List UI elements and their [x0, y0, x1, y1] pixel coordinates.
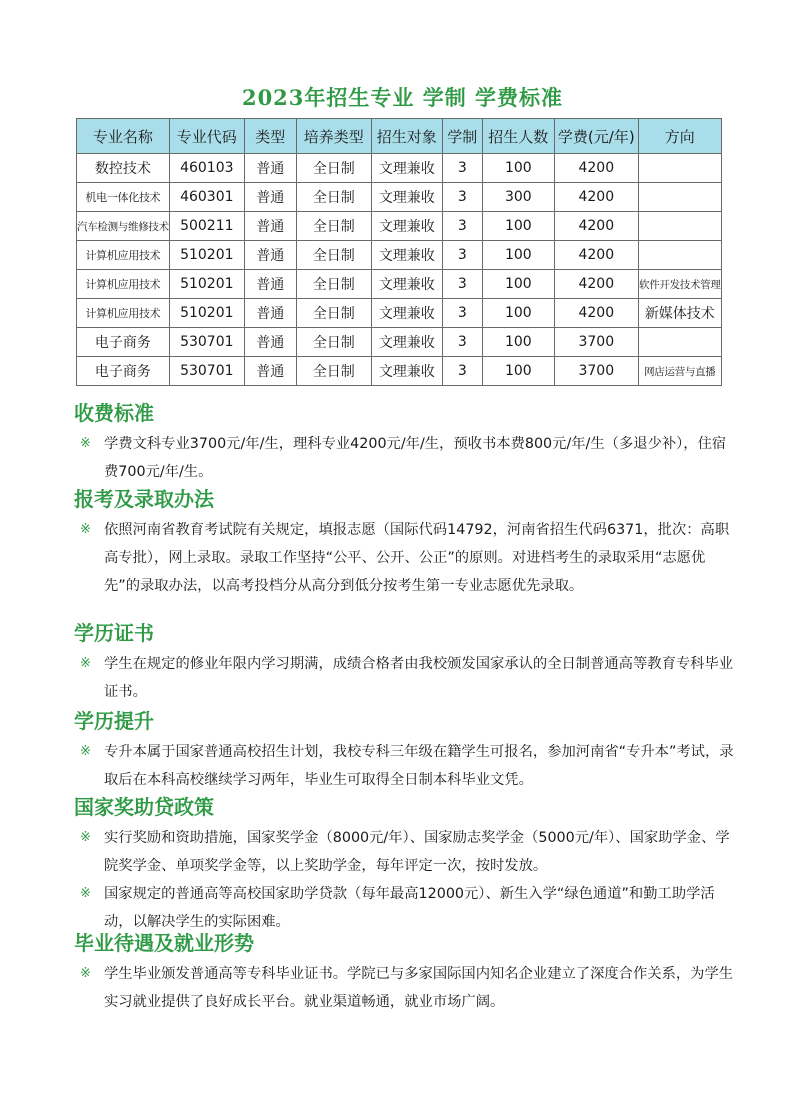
cell-major-name: 汽车检测与维修技术: [77, 212, 170, 241]
cell-direction: 软件开发技术管理: [638, 270, 721, 299]
header-type: 类型: [244, 119, 296, 154]
cell-major-name: 电子商务: [77, 328, 170, 357]
cell-target: 文理兼收: [371, 183, 442, 212]
cell-tuition: 4200: [554, 154, 638, 183]
cell-enrollment: 100: [482, 299, 554, 328]
bullet-item: [76, 738, 736, 794]
header-major-name: 专业名称: [77, 119, 170, 154]
cell-enrollment: 100: [482, 357, 554, 386]
cell-type: 普通: [244, 328, 296, 357]
cell-training-type: 全日制: [296, 212, 371, 241]
cell-tuition: 4200: [554, 270, 638, 299]
bullet-item: [76, 516, 736, 600]
bullet-item: [76, 430, 736, 486]
cell-enrollment: 100: [482, 154, 554, 183]
cell-training-type: 全日制: [296, 154, 371, 183]
reference-mark-icon: ※: [80, 744, 91, 759]
cell-duration: 3: [442, 357, 482, 386]
cell-enrollment: 300: [482, 183, 554, 212]
section-title: 学历证书: [74, 621, 154, 645]
header-target: 招生对象: [371, 119, 442, 154]
bullet-item: [76, 880, 736, 936]
cell-type: 普通: [244, 241, 296, 270]
bullet-text: 专升本属于国家普通高校招生计划，我校专科三年级在籍学生可报名，参加河南省“专升本”考试，录取后在本科高校继续学习两年，毕业生可取得全日制本科毕业文凭。: [104, 744, 734, 788]
cell-target: 文理兼收: [371, 299, 442, 328]
bullet-text: 实行奖励和资助措施，国家奖学金（8000元/年）、国家励志奖学金（5000元/年）、国家助学金、学院奖学金、单项奖学金等，以上奖助学金，每年评定一次，按时发放。: [104, 830, 730, 874]
bullet-item: [76, 960, 736, 1016]
cell-major-name: 机电一体化技术: [77, 183, 170, 212]
cell-target: 文理兼收: [371, 212, 442, 241]
cell-duration: 3: [442, 270, 482, 299]
reference-mark-icon: ※: [80, 656, 91, 671]
section-degree-upgrade: [76, 708, 736, 794]
cell-target: 文理兼收: [371, 154, 442, 183]
cell-training-type: 全日制: [296, 270, 371, 299]
cell-type: 普通: [244, 299, 296, 328]
reference-mark-icon: ※: [80, 830, 91, 845]
cell-target: 文理兼收: [371, 241, 442, 270]
reference-mark-icon: ※: [80, 436, 91, 451]
cell-direction: [638, 212, 721, 241]
cell-major-code: 530701: [169, 328, 244, 357]
cell-duration: 3: [442, 241, 482, 270]
bullet-item: [76, 650, 736, 706]
cell-major-code: 460103: [169, 154, 244, 183]
cell-direction: [638, 183, 721, 212]
cell-training-type: 全日制: [296, 357, 371, 386]
header-major-code: 专业代码: [169, 119, 244, 154]
cell-major-name: 电子商务: [77, 357, 170, 386]
section-admission: [76, 486, 736, 600]
cell-duration: 3: [442, 154, 482, 183]
cell-major-code: 510201: [169, 241, 244, 270]
cell-training-type: 全日制: [296, 241, 371, 270]
table-row: [77, 357, 722, 386]
bullet-item: [76, 824, 736, 880]
cell-training-type: 全日制: [296, 183, 371, 212]
cell-direction: 新媒体技术: [638, 299, 721, 328]
cell-type: 普通: [244, 270, 296, 299]
section-title: 报考及录取办法: [74, 487, 214, 511]
cell-major-code: 510201: [169, 270, 244, 299]
cell-enrollment: 100: [482, 270, 554, 299]
cell-duration: 3: [442, 328, 482, 357]
table-row: [77, 299, 722, 328]
table-row: [77, 328, 722, 357]
cell-tuition: 4200: [554, 299, 638, 328]
section-employment: [76, 930, 736, 1016]
table-row: [77, 212, 722, 241]
cell-type: 普通: [244, 357, 296, 386]
cell-type: 普通: [244, 212, 296, 241]
cell-tuition: 4200: [554, 212, 638, 241]
cell-tuition: 3700: [554, 357, 638, 386]
cell-target: 文理兼收: [371, 270, 442, 299]
bullet-text: 学生在规定的修业年限内学习期满，成绩合格者由我校颁发国家承认的全日制普通高等教育专科毕业证书。: [104, 656, 734, 700]
section-title: 国家奖助贷政策: [74, 795, 214, 819]
table-row: [77, 270, 722, 299]
page-title: 2023年招生专业 学制 学费标准: [241, 85, 564, 110]
cell-direction: [638, 154, 721, 183]
cell-duration: 3: [442, 299, 482, 328]
header-enrollment: 招生人数: [482, 119, 554, 154]
reference-mark-icon: ※: [80, 886, 91, 901]
bullet-text: 学费文科专业3700元/年/生，理科专业4200元/年/生，预收书本费800元/年/生（多退少补），住宿费700元/年/生。: [104, 436, 727, 480]
cell-major-name: 计算机应用技术: [77, 241, 170, 270]
reference-mark-icon: ※: [80, 522, 91, 537]
cell-major-code: 500211: [169, 212, 244, 241]
cell-enrollment: 100: [482, 241, 554, 270]
reference-mark-icon: ※: [80, 966, 91, 981]
cell-enrollment: 100: [482, 212, 554, 241]
section-title: 毕业待遇及就业形势: [74, 931, 254, 955]
header-direction: 方向: [638, 119, 721, 154]
bullet-text: 国家规定的普通高等高校国家助学贷款（每年最高12000元）、新生入学“绿色通道”和勤工助学活动，以解决学生的实际困难。: [104, 886, 715, 930]
cell-enrollment: 100: [482, 328, 554, 357]
cell-type: 普通: [244, 183, 296, 212]
cell-direction: 网店运营与直播: [638, 357, 721, 386]
bullet-text: 依照河南省教育考试院有关规定，填报志愿（国际代码14792，河南省招生代码6371，批次：高职高专批），网上录取。录取工作坚持“公平、公开、公正”的原则。对进档考生的录取采用“志愿优先”的录取办法，以高考投档分从高分到低分按考生第一专业志愿优先录取。: [104, 522, 730, 594]
bullet-text: 学生毕业颁发普通高等专科毕业证书。学院已与多家国际国内知名企业建立了深度合作关系，为学生实习就业提供了良好成长平台。就业渠道畅通，就业市场广阔。: [104, 966, 734, 1010]
cell-major-name: 计算机应用技术: [77, 299, 170, 328]
majors-table: [76, 118, 722, 386]
header-training-type: 培养类型: [296, 119, 371, 154]
cell-major-code: 510201: [169, 299, 244, 328]
cell-duration: 3: [442, 183, 482, 212]
table-row: [77, 241, 722, 270]
cell-direction: [638, 241, 721, 270]
header-tuition: 学费(元/年): [554, 119, 638, 154]
cell-training-type: 全日制: [296, 328, 371, 357]
cell-tuition: 3700: [554, 328, 638, 357]
table-row: [77, 183, 722, 212]
table-header-row: [77, 119, 722, 154]
section-title: 学历提升: [74, 709, 154, 733]
cell-direction: [638, 328, 721, 357]
section-fees: [76, 400, 736, 486]
section-financial-aid: [76, 794, 736, 936]
section-title: 收费标准: [74, 401, 154, 425]
header-duration: 学制: [442, 119, 482, 154]
cell-tuition: 4200: [554, 241, 638, 270]
cell-major-name: 数控技术: [77, 154, 170, 183]
cell-target: 文理兼收: [371, 328, 442, 357]
cell-major-code: 530701: [169, 357, 244, 386]
cell-type: 普通: [244, 154, 296, 183]
cell-target: 文理兼收: [371, 357, 442, 386]
cell-training-type: 全日制: [296, 299, 371, 328]
cell-major-code: 460301: [169, 183, 244, 212]
table-row: [77, 154, 722, 183]
cell-tuition: 4200: [554, 183, 638, 212]
cell-duration: 3: [442, 212, 482, 241]
cell-major-name: 计算机应用技术: [77, 270, 170, 299]
section-diploma: [76, 620, 736, 706]
